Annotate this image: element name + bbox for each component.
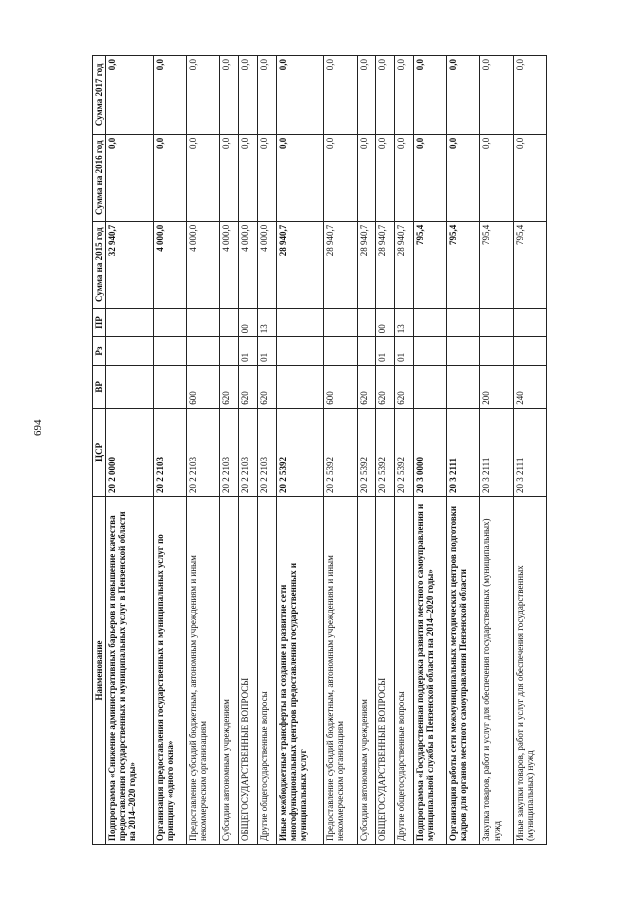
cell-csr: 20 2 5392: [357, 408, 376, 496]
cell-pr: [187, 308, 220, 337]
table-row: [357, 56, 376, 845]
cell-sum-2016: 0,0: [276, 134, 324, 221]
cell-rz: [106, 337, 154, 366]
cell-sum-2017: 0,0: [480, 56, 513, 135]
cell-name: Подпрограмма «Государственная поддержка развития местного самоуправления и муниципальной службы в Пензенской области на 2014–2020 годы»: [413, 496, 446, 844]
cell-rz: [187, 337, 220, 366]
cell-rz: [413, 337, 446, 366]
cell-sum-2017: 0,0: [395, 56, 414, 135]
cell-name: Подпрограмма «Снижение административных барьеров и повышение качества предоставления государственных и муниципальных услуг в Пензенской области на 2014–2020 годы»: [106, 496, 154, 844]
budget-table: [92, 55, 547, 845]
header-csr: ЦСР: [93, 408, 106, 496]
cell-name: ОБЩЕГОСУДАРСТВЕННЫЕ ВОПРОСЫ: [376, 496, 395, 844]
cell-sum-2016: 0,0: [324, 134, 357, 221]
cell-vr: [153, 365, 186, 408]
cell-rz: [513, 337, 546, 366]
cell-pr: [513, 308, 546, 337]
table-row: [106, 56, 154, 845]
cell-sum-2017: 0,0: [413, 56, 446, 135]
cell-sum-2015: 4 000,0: [153, 221, 186, 308]
cell-csr: 20 2 2103: [187, 408, 220, 496]
cell-pr: [153, 308, 186, 337]
table-row: [513, 56, 546, 845]
header-sum-2017: Сумма 2017 год: [93, 56, 106, 135]
cell-sum-2016: 0,0: [413, 134, 446, 221]
cell-sum-2015: 32 940,7: [106, 221, 154, 308]
header-name: Наименование: [93, 496, 106, 844]
table-body: [106, 56, 547, 845]
table-row: [480, 56, 513, 845]
cell-pr: [357, 308, 376, 337]
table-row: [447, 56, 480, 845]
cell-pr: [480, 308, 513, 337]
cell-rz: [480, 337, 513, 366]
cell-sum-2016: 0,0: [480, 134, 513, 221]
cell-vr: 620: [220, 365, 239, 408]
cell-csr: 20 2 5392: [395, 408, 414, 496]
header-vr: ВР: [93, 365, 106, 408]
cell-sum-2016: 0,0: [447, 134, 480, 221]
cell-vr: 620: [376, 365, 395, 408]
cell-rz: [357, 337, 376, 366]
cell-rz: [276, 337, 324, 366]
table-row: [153, 56, 186, 845]
cell-sum-2015: 795,4: [447, 221, 480, 308]
cell-sum-2015: 28 940,7: [324, 221, 357, 308]
cell-sum-2015: 4 000,0: [220, 221, 239, 308]
cell-vr: 600: [324, 365, 357, 408]
cell-sum-2017: 0,0: [513, 56, 546, 135]
cell-csr: 20 2 2103: [239, 408, 258, 496]
table-row: [376, 56, 395, 845]
cell-sum-2015: 4 000,0: [257, 221, 276, 308]
cell-vr: 200: [480, 365, 513, 408]
cell-rz: 01: [395, 337, 414, 366]
cell-pr: 13: [257, 308, 276, 337]
cell-name: Другие общегосударственные вопросы: [395, 496, 414, 844]
cell-sum-2017: 0,0: [447, 56, 480, 135]
cell-csr: 20 2 5392: [324, 408, 357, 496]
table-row: [413, 56, 446, 845]
cell-vr: 600: [187, 365, 220, 408]
cell-sum-2017: 0,0: [220, 56, 239, 135]
cell-rz: [220, 337, 239, 366]
cell-sum-2017: 0,0: [276, 56, 324, 135]
cell-pr: [220, 308, 239, 337]
cell-rz: [324, 337, 357, 366]
cell-csr: 20 2 0000: [106, 408, 154, 496]
cell-sum-2016: 0,0: [220, 134, 239, 221]
cell-name: Предоставление субсидий бюджетным, автономным учреждениям и иным некоммерческим организациям: [187, 496, 220, 844]
cell-sum-2015: 28 940,7: [395, 221, 414, 308]
cell-vr: [276, 365, 324, 408]
cell-sum-2016: 0,0: [376, 134, 395, 221]
cell-sum-2016: 0,0: [239, 134, 258, 221]
cell-sum-2017: 0,0: [153, 56, 186, 135]
cell-name: Субсидии автономным учреждениям: [220, 496, 239, 844]
page-number: 694: [32, 419, 44, 436]
cell-csr: 20 3 2111: [447, 408, 480, 496]
cell-vr: [413, 365, 446, 408]
cell-name: ОБЩЕГОСУДАРСТВЕННЫЕ ВОПРОСЫ: [239, 496, 258, 844]
cell-sum-2016: 0,0: [357, 134, 376, 221]
cell-sum-2017: 0,0: [376, 56, 395, 135]
cell-csr: 20 2 2103: [257, 408, 276, 496]
cell-csr: 20 2 2103: [153, 408, 186, 496]
cell-sum-2016: 0,0: [153, 134, 186, 221]
cell-pr: 00: [239, 308, 258, 337]
table-row: [187, 56, 220, 845]
cell-rz: 01: [376, 337, 395, 366]
cell-pr: 13: [395, 308, 414, 337]
cell-rz: [153, 337, 186, 366]
cell-vr: 620: [257, 365, 276, 408]
cell-sum-2015: 4 000,0: [239, 221, 258, 308]
cell-vr: 620: [357, 365, 376, 408]
cell-name: Иные межбюджетные трансферты на создание и развитие сети многофункциональных центров предоставления государственных и муниципальных услуг: [276, 496, 324, 844]
cell-rz: [447, 337, 480, 366]
cell-sum-2017: 0,0: [257, 56, 276, 135]
cell-name: Организация работы сети межмуниципальных методических центров подготовки кадров для органов местного самоуправления Пензенской области: [447, 496, 480, 844]
cell-vr: 620: [239, 365, 258, 408]
table-row: [324, 56, 357, 845]
cell-name: Закупка товаров, работ и услуг для обеспечения государственных (муниципальных) нужд: [480, 496, 513, 844]
cell-csr: 20 2 5392: [376, 408, 395, 496]
rotated-table-container: [92, 55, 547, 845]
cell-sum-2017: 0,0: [106, 56, 154, 135]
table-row: [276, 56, 324, 845]
table-row: [239, 56, 258, 845]
cell-sum-2015: 795,4: [480, 221, 513, 308]
cell-sum-2015: 795,4: [513, 221, 546, 308]
header-pr: ПР: [93, 308, 106, 337]
cell-sum-2016: 0,0: [187, 134, 220, 221]
header-row: [93, 56, 106, 845]
cell-sum-2016: 0,0: [257, 134, 276, 221]
cell-name: Предоставление субсидий бюджетным, автономным учреждениям и иным некоммерческим организациям: [324, 496, 357, 844]
table-row: [220, 56, 239, 845]
cell-sum-2015: 28 940,7: [357, 221, 376, 308]
header-sum-2016: Сумма на 2016 год: [93, 134, 106, 221]
cell-sum-2016: 0,0: [513, 134, 546, 221]
cell-rz: 01: [239, 337, 258, 366]
cell-csr: 20 2 5392: [276, 408, 324, 496]
cell-pr: [447, 308, 480, 337]
cell-sum-2017: 0,0: [324, 56, 357, 135]
cell-csr: 20 2 2103: [220, 408, 239, 496]
cell-sum-2015: 4 000,0: [187, 221, 220, 308]
cell-pr: [413, 308, 446, 337]
cell-vr: 240: [513, 365, 546, 408]
cell-rz: 01: [257, 337, 276, 366]
cell-sum-2015: 795,4: [413, 221, 446, 308]
cell-pr: [324, 308, 357, 337]
cell-sum-2017: 0,0: [239, 56, 258, 135]
cell-sum-2017: 0,0: [357, 56, 376, 135]
cell-sum-2016: 0,0: [106, 134, 154, 221]
cell-name: Субсидии автономным учреждениям: [357, 496, 376, 844]
cell-sum-2015: 28 940,7: [376, 221, 395, 308]
cell-name: Организация предоставления государственных и муниципальных услуг по принципу «одного окна»: [153, 496, 186, 844]
table-row: [257, 56, 276, 845]
header-rz: Рз: [93, 337, 106, 366]
cell-pr: 00: [376, 308, 395, 337]
cell-csr: 20 3 0000: [413, 408, 446, 496]
cell-sum-2015: 28 940,7: [276, 221, 324, 308]
cell-pr: [276, 308, 324, 337]
cell-sum-2016: 0,0: [395, 134, 414, 221]
cell-vr: [447, 365, 480, 408]
cell-vr: [106, 365, 154, 408]
cell-vr: 620: [395, 365, 414, 408]
cell-name: Другие общегосударственные вопросы: [257, 496, 276, 844]
table-row: [395, 56, 414, 845]
cell-csr: 20 3 2111: [513, 408, 546, 496]
cell-name: Иные закупки товаров, работ и услуг для обеспечения государственных (муниципальных) нужд: [513, 496, 546, 844]
cell-pr: [106, 308, 154, 337]
header-sum-2015: Сумма на 2015 год: [93, 221, 106, 308]
cell-csr: 20 3 2111: [480, 408, 513, 496]
cell-sum-2017: 0,0: [187, 56, 220, 135]
